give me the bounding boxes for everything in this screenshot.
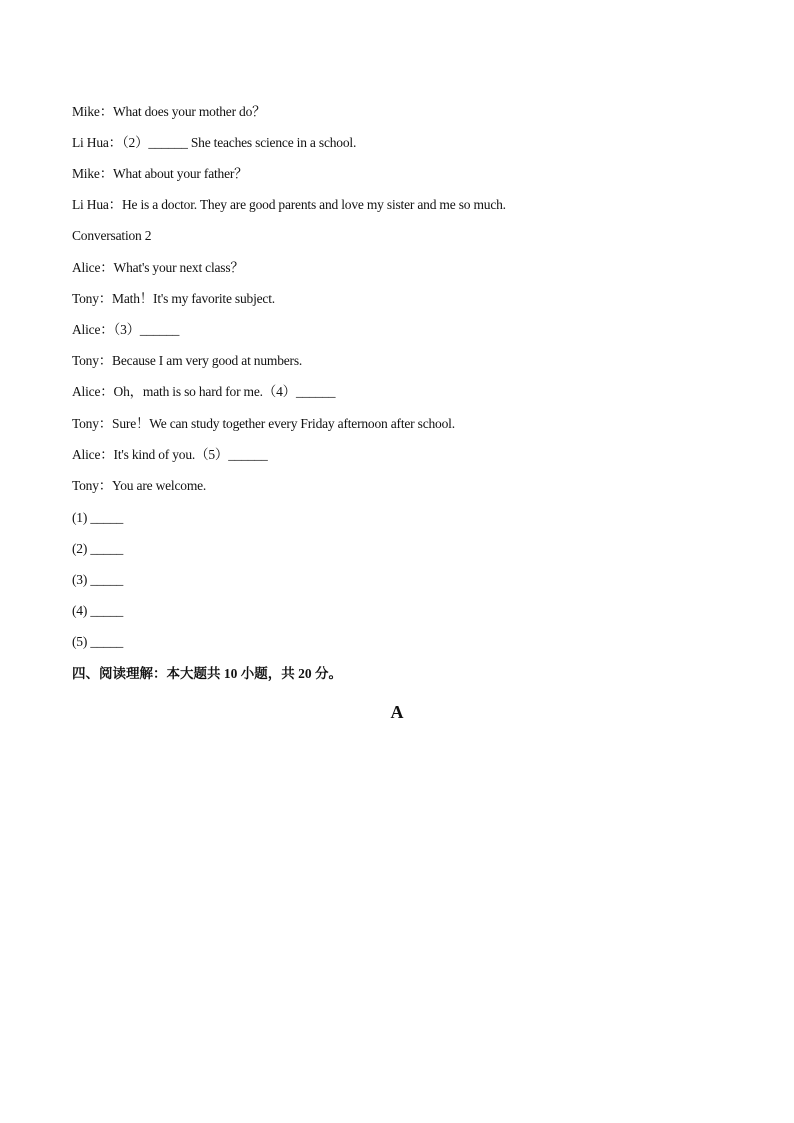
section-heading: 四、阅读理解：本大题共 10 小题，共 20 分。 [72, 666, 342, 681]
answer-blank: (3) _____ [72, 572, 124, 587]
dialogue-line: Li Hua：He is a doctor. They are good parents and love my sister and me so much. [72, 197, 506, 212]
conversation-title: Conversation 2 [72, 228, 152, 243]
answer-blank: (4) _____ [72, 603, 124, 618]
answer-blank: (1) _____ [72, 510, 124, 525]
dialogue-line: Alice：What's your next class？ [72, 260, 244, 275]
dialogue-line: Mike：What about your father？ [72, 166, 248, 181]
dialogue-line: Tony：Because I am very good at numbers. [72, 353, 303, 368]
dialogue-line: Alice：（3）______ [72, 322, 180, 337]
dialogue-line: Tony：Sure！We can study together every Friday afternoon after school. [72, 416, 455, 431]
dialogue-line: Tony：Math！It's my favorite subject. [72, 291, 275, 306]
answer-blank: (5) _____ [72, 634, 124, 649]
answer-blank: (2) _____ [72, 541, 124, 556]
dialogue-line: Li Hua：（2）______ She teaches science in a school. [72, 135, 357, 150]
dialogue-line: Alice：It's kind of you.（5）______ [72, 447, 268, 462]
dialogue-line: Alice：Oh，math is so hard for me.（4）______ [72, 384, 336, 399]
dialogue-line: Tony：You are welcome. [72, 478, 207, 493]
dialogue-line: Mike：What does your mother do？ [72, 104, 266, 119]
section-letter: A [390, 702, 404, 722]
